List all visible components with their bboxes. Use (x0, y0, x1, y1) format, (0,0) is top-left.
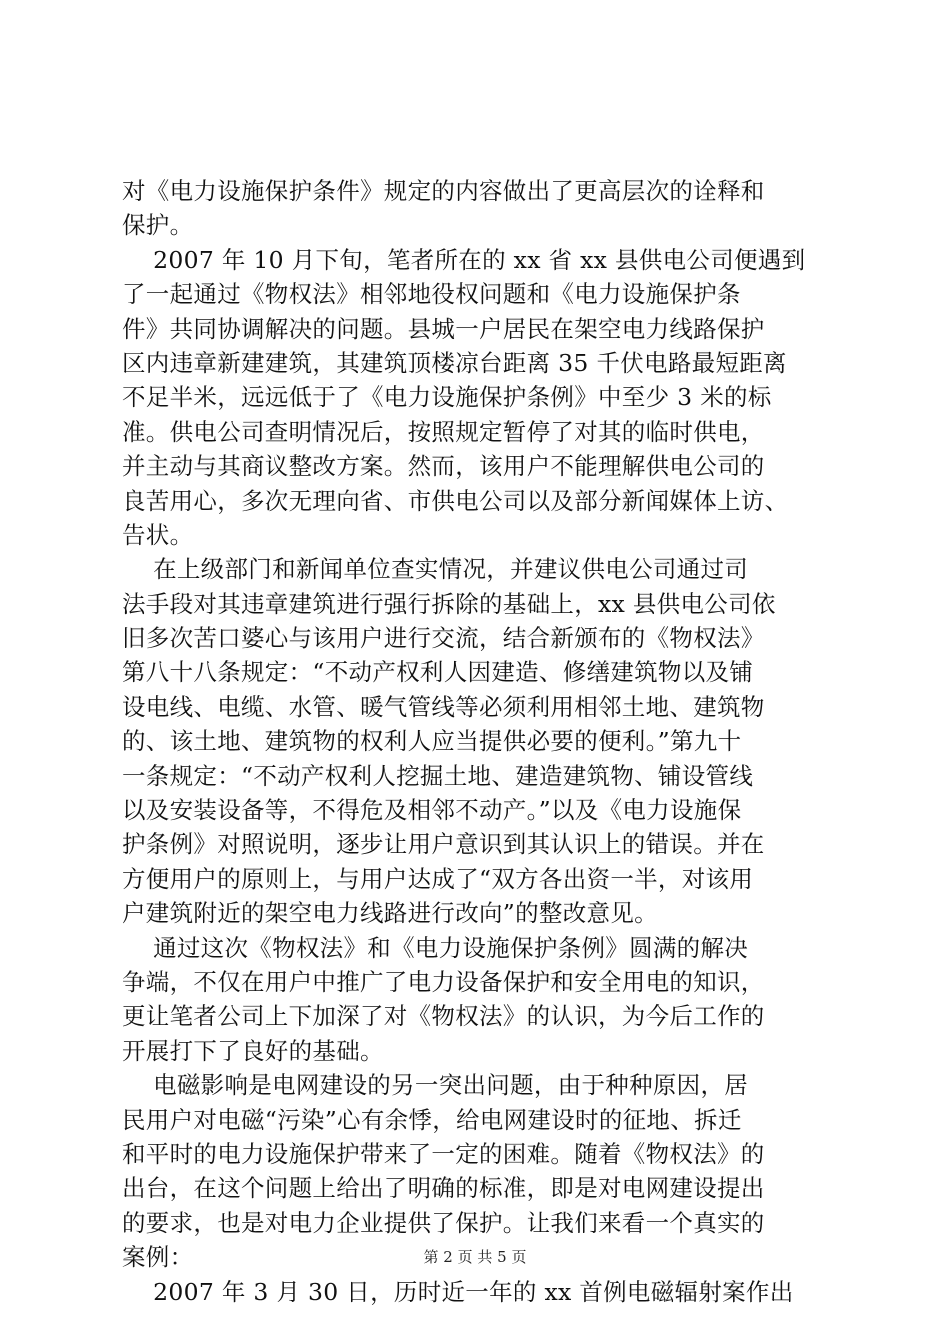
text-line: 保护。 (122, 211, 194, 240)
page-number-footer: 第 2 页 共 5 页 (423, 1248, 527, 1266)
text-line: 2007 年 3 月 30 日，历时近一年的 xx 首例电磁辐射案作出 (122, 1277, 794, 1306)
text-line: 准。供电公司查明情况后，按照规定暂停了对其的临时供电， (122, 417, 765, 446)
text-line: 法手段对其违章建筑进行强行拆除的基础上，xx 县供电公司依 (122, 589, 776, 618)
text-line: 的、该土地、建筑物的权利人应当提供必要的便利。”第九十 (122, 727, 742, 756)
text-line: 和平时的电力设施保护带来了一定的困难。随着《物权法》的 (122, 1139, 765, 1168)
text-line: 出台，在这个问题上给出了明确的标准，即是对电网建设提出 (122, 1174, 765, 1203)
text-line: 民用户对电磁“污染”心有余悸，给电网建设时的征地、拆迁 (122, 1105, 742, 1134)
text-line: 的要求，也是对电力企业提供了保护。让我们来看一个真实的 (122, 1208, 765, 1237)
text-line: 户建筑附近的架空电力线路进行改向”的整改意见。 (122, 899, 658, 928)
text-line: 案例： (122, 1243, 194, 1272)
text-line: 区内违章新建建筑，其建筑顶楼凉台距离 35 千伏电路最短距离 (122, 348, 787, 377)
text-line: 护条例》对照说明，逐步让用户意识到其认识上的错误。并在 (122, 830, 765, 859)
text-line: 方便用户的原则上，与用户达成了“双方各出资一半，对该用 (122, 864, 754, 893)
text-line: 并主动与其商议整改方案。然而，该用户不能理解供电公司的 (122, 452, 765, 481)
text-line: 第八十八条规定：“不动产权利人因建造、修缮建筑物以及铺 (122, 658, 754, 687)
text-line: 在上级部门和新闻单位查实情况，并建议供电公司通过司 (122, 555, 749, 584)
text-line: 不足半米，远远低于了《电力设施保护条例》中至少 3 米的标 (122, 383, 772, 412)
text-line: 良苦用心，多次无理向省、市供电公司以及部分新闻媒体上访、 (122, 486, 789, 515)
text-line: 电磁影响是电网建设的另一突出问题，由于种种原因，居 (122, 1071, 749, 1100)
text-line: 以及安装设备等，不得危及相邻不动产。”以及《电力设施保 (122, 796, 742, 825)
text-line: 争端，不仅在用户中推广了电力设备保护和安全用电的知识， (122, 967, 765, 996)
text-line: 一条规定：“不动产权利人挖掘土地、建造建筑物、铺设管线 (122, 761, 754, 790)
text-line: 更让笔者公司上下加深了对《物权法》的认识，为今后工作的 (122, 1002, 765, 1031)
text-line: 旧多次苦口婆心与该用户进行交流，结合新颁布的《物权法》 (122, 624, 765, 653)
text-line: 件》共同协调解决的问题。县城一户居民在架空电力线路保护 (122, 314, 765, 343)
text-line: 设电线、电缆、水管、暖气管线等必须利用相邻土地、建筑物 (122, 692, 765, 721)
text-line: 开展打下了良好的基础。 (122, 1036, 384, 1065)
text-line: 告状。 (122, 520, 194, 549)
text-line: 2007 年 10 月下旬，笔者所在的 xx 省 xx 县供电公司便遇到 (122, 245, 806, 274)
text-line: 通过这次《物权法》和《电力设施保护条例》圆满的解决 (122, 933, 749, 962)
body-text (122, 174, 834, 1309)
text-line: 对《电力设施保护条件》规定的内容做出了更高层次的诠释和 (122, 177, 765, 205)
text-line: 了一起通过《物权法》相邻地役权问题和《电力设施保护条 (122, 280, 741, 309)
